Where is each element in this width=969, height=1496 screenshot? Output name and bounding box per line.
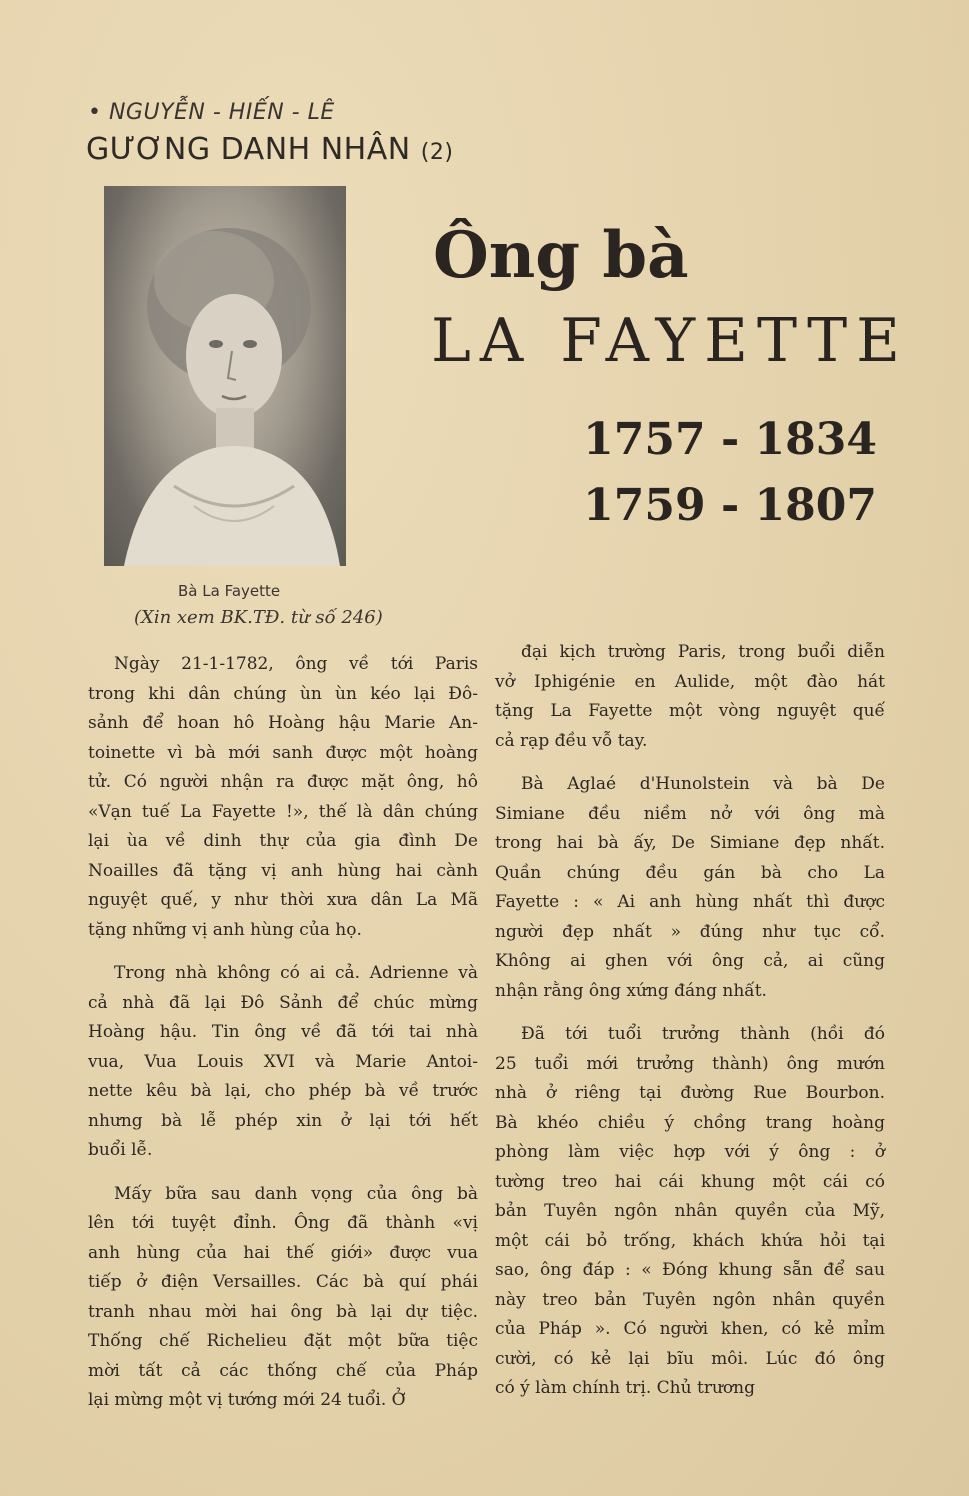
text-line: Fayette : « Ai anh hùng nhất thì được — [495, 892, 885, 912]
text-line: có ý làm chính trị. Chủ trương — [495, 1378, 755, 1398]
text-line: phòng làm việc hợp với ý ông : ở — [495, 1142, 885, 1162]
text-line: nhận rằng ông xứng đáng nhất. — [495, 980, 767, 1001]
text-line: tường treo hai cái khung một cái có — [495, 1171, 885, 1192]
text-line: mời tất cả các thống chế của Pháp — [88, 1360, 478, 1381]
text-line: nguyệt quế, y như thời xưa dân La Mã — [88, 890, 478, 910]
text-line: cả rạp đều vỗ tay. — [495, 730, 648, 751]
text-line: trong hai bà ấy, De Simiane đẹp nhất. — [495, 833, 885, 853]
paragraph — [88, 959, 478, 1166]
text-line: tiếp ở điện Versailles. Các bà quí phái — [88, 1272, 478, 1292]
text-line: Quần chúng đều gán bà cho La — [495, 862, 885, 883]
series-number: (2) — [420, 140, 454, 165]
text-line: lại ùa về dinh thự của gia đình De — [88, 831, 478, 851]
text-line: nette kêu bà lại, cho phép bà về trước — [88, 1081, 478, 1101]
text-line: Hoàng hậu. Tin ông về đã tới tai nhà — [88, 1022, 478, 1042]
text-line: tranh nhau mời hai ông bà lại dự tiệc. — [88, 1301, 478, 1322]
text-line: bản Tuyên ngôn nhân quyền của Mỹ, — [495, 1201, 885, 1221]
text-line: nhưng bà lễ phép xin ở lại tới hết — [88, 1110, 478, 1131]
text-line: cả nhà đã lại Đô Sảnh để chúc mừng — [88, 992, 478, 1013]
text-line: anh hùng của hai thế giới» được vua — [88, 1242, 478, 1263]
author-line: • NGUYỄN - HIẾN - LÊ — [88, 100, 335, 125]
text-line: này treo bản Tuyên ngôn nhân quyền — [495, 1289, 885, 1310]
text-line: sảnh để hoan hô Hoàng hậu Marie An- — [88, 713, 478, 733]
text-line: Trong nhà không có ai cả. Adrienne và — [114, 963, 478, 983]
portrait-image — [104, 186, 346, 566]
series-name: GƯƠNG DANH NHÂN — [86, 132, 411, 167]
text-line: vua, Vua Louis XVI và Marie Antoi- — [88, 1051, 478, 1072]
paragraph — [88, 1180, 478, 1416]
text-line: Không ai ghen với ông cả, ai cũng — [495, 951, 885, 971]
text-line: Bà Aglaé d'Hunolstein và bà De — [521, 774, 885, 794]
text-line: của Pháp ». Có người khen, có kẻ mỉm — [495, 1319, 885, 1339]
text-line: Bà khéo chiều ý chồng trang hoàng — [495, 1112, 885, 1133]
paragraph — [495, 770, 885, 1006]
paragraph — [495, 638, 885, 756]
text-line: tử. Có người nhận ra được mặt ông, hô — [88, 772, 478, 792]
text-line: 25 tuổi mới trưởng thành) ông mướn — [495, 1053, 885, 1074]
text-line: buổi lễ. — [88, 1140, 153, 1160]
text-line: tặng những vị anh hùng của họ. — [88, 919, 362, 940]
text-line: trong khi dân chúng ùn ùn kéo lại Đô- — [88, 683, 478, 704]
title-line-2: LA FAYETTE — [431, 306, 909, 376]
text-line: Simiane đều niềm nở với ông mà — [495, 803, 885, 824]
text-line: cười, có kẻ lại bĩu môi. Lúc đó ông — [495, 1348, 885, 1369]
paragraph — [495, 1020, 885, 1404]
text-line: «Vạn tuế La Fayette !», thế là dân chúng — [88, 801, 478, 822]
portrait-caption: Bà La Fayette — [178, 582, 281, 600]
title-line-1: Ông bà — [433, 218, 689, 293]
series-title — [86, 132, 453, 167]
years-wife: 1759 - 1807 — [583, 480, 877, 531]
text-line: đại kịch trường Paris, trong buổi diễn — [521, 642, 885, 662]
years-husband: 1757 - 1834 — [583, 414, 877, 465]
reference-note: (Xin xem BK.TĐ. từ số 246) — [134, 607, 383, 628]
text-line: nhà ở riêng tại đường Rue Bourbon. — [495, 1083, 885, 1103]
text-line: một cái bỏ trống, khách khứa hỏi tại — [495, 1230, 885, 1251]
text-line: Đã tới tuổi trưởng thành (hồi đó — [521, 1024, 885, 1044]
text-line: toinette vì bà mới sanh được một hoàng — [88, 742, 478, 763]
right-column — [495, 638, 885, 1404]
text-line: lại mừng một vị tướng mới 24 tuổi. Ở — [88, 1390, 406, 1410]
text-line: vở Iphigénie en Aulide, một đào hát — [495, 671, 885, 692]
left-column — [88, 650, 478, 1416]
text-line: Mấy bữa sau danh vọng của ông bà — [114, 1183, 478, 1204]
text-line: Noailles đã tặng vị anh hùng hai cành — [88, 860, 478, 881]
text-line: Ngày 21-1-1782, ông về tới Paris — [114, 654, 478, 674]
paragraph — [88, 650, 478, 945]
text-line: tặng La Fayette một vòng nguyệt quế — [495, 701, 885, 721]
text-line: người đẹp nhất » đúng như tục cổ. — [495, 921, 885, 942]
text-line: lên tới tuyệt đỉnh. Ông đã thành «vị — [88, 1213, 478, 1233]
text-line: sao, ông đáp : « Đóng khung sẵn để sau — [495, 1260, 885, 1280]
text-line: Thống chế Richelieu đặt một bữa tiệc — [88, 1331, 478, 1351]
